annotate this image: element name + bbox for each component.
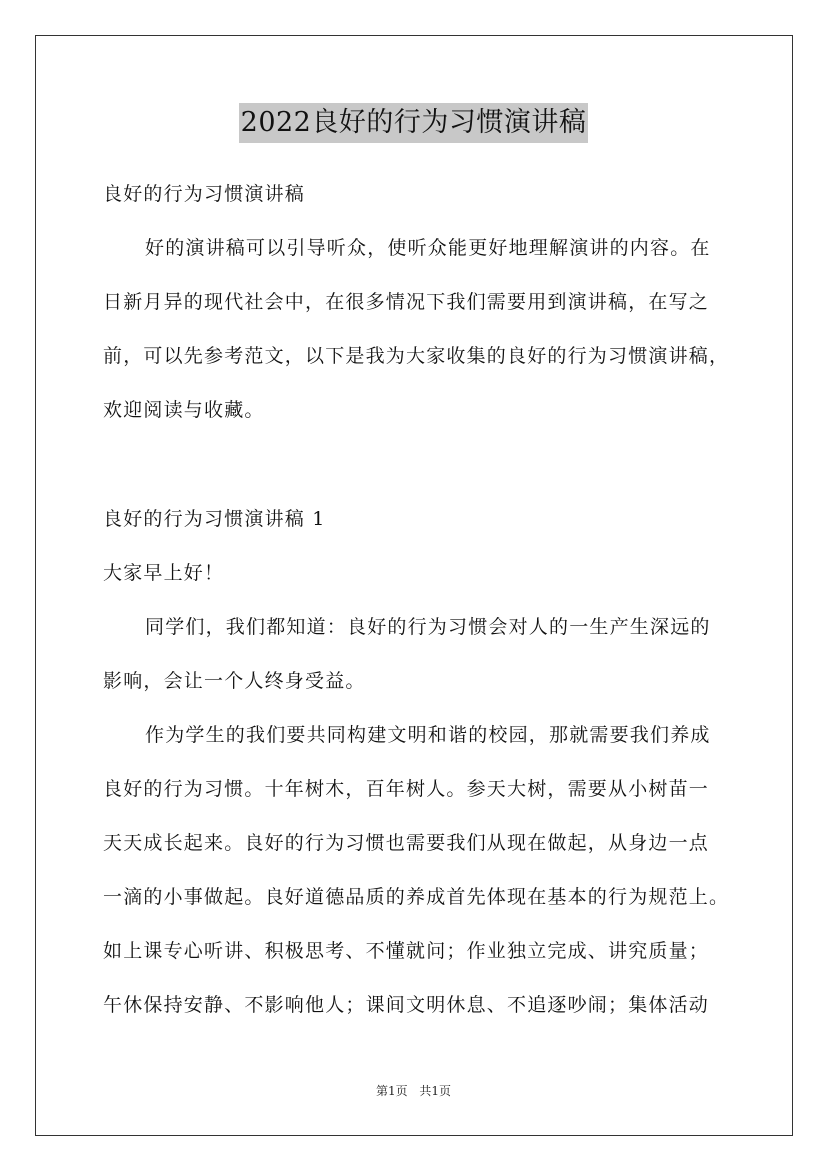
paragraph-line: 作为学生的我们要共同构建文明和谐的校园，那就需要我们养成 xyxy=(145,724,711,746)
section-heading-intro: 良好的行为习惯演讲稿 xyxy=(103,183,306,205)
paragraph-line: 一滴的小事做起。良好道德品质的养成首先体现在基本的行为规范上。 xyxy=(103,886,730,908)
paragraph-line: 影响，会让一个人终身受益。 xyxy=(103,670,366,692)
paragraph-line: 同学们，我们都知道：良好的行为习惯会对人的一生产生深远的 xyxy=(145,616,711,638)
paragraph-line: 午休保持安静、不影响他人；课间文明休息、不追逐吵闹；集体活动 xyxy=(103,994,710,1016)
paragraph-line: 好的演讲稿可以引导听众，使听众能更好地理解演讲的内容。在 xyxy=(145,237,711,259)
paragraph-line: 欢迎阅读与收藏。 xyxy=(103,399,265,421)
paragraph-line: 天天成长起来。良好的行为习惯也需要我们从现在做起，从身边一点 xyxy=(103,832,710,854)
page-number-current: 第1页 xyxy=(375,1084,408,1098)
paragraph-line: 日新月异的现代社会中，在很多情况下我们需要用到演讲稿，在写之 xyxy=(103,291,710,313)
paragraph-line: 良好的行为习惯。十年树木，百年树人。参天大树，需要从小树苗一 xyxy=(103,778,710,800)
greeting-line: 大家早上好！ xyxy=(103,562,225,584)
page-number-total: 共1页 xyxy=(419,1084,452,1098)
section-heading-speech-1: 良好的行为习惯演讲稿 1 xyxy=(103,508,326,530)
page-footer xyxy=(0,1082,827,1100)
document-title: 2022良好的行为习惯演讲稿 xyxy=(239,103,589,143)
paragraph-line: 如上课专心听讲、积极思考、不懂就问；作业独立完成、讲究质量； xyxy=(103,940,710,962)
paragraph-line: 前，可以先参考范文，以下是我为大家收集的良好的行为习惯演讲稿， xyxy=(103,345,730,367)
title-container xyxy=(0,103,827,143)
